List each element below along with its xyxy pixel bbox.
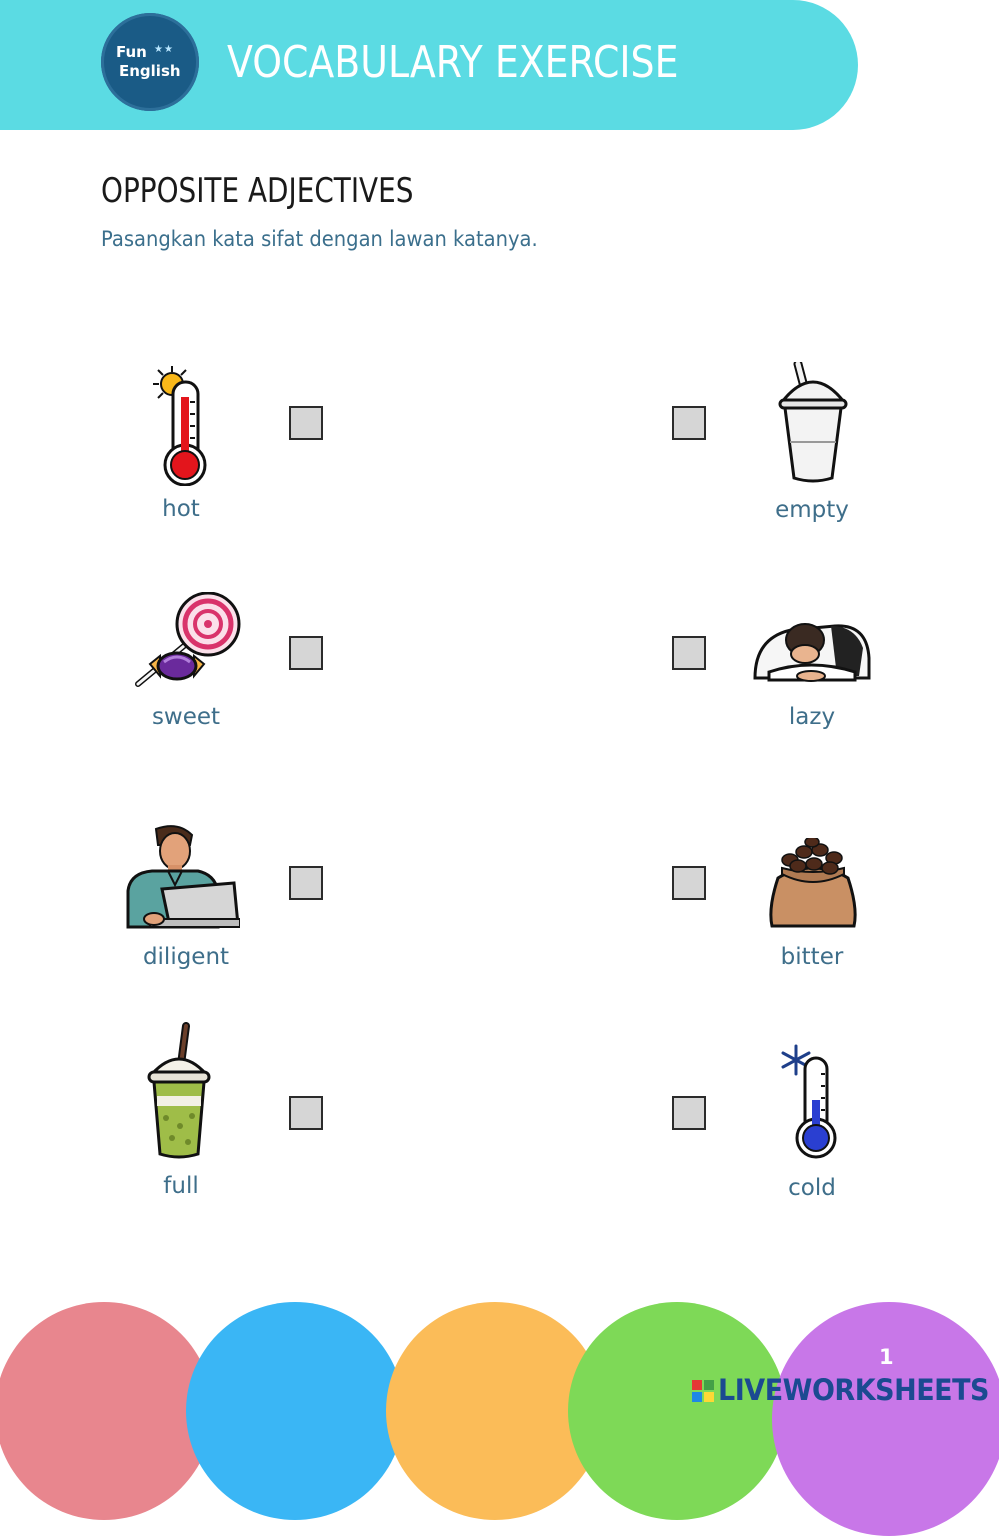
sleeping-man-icon — [751, 618, 873, 684]
word-full: full — [163, 1173, 199, 1199]
full-drink-icon — [146, 1022, 212, 1162]
liveworksheets-brand[interactable]: LIVEWORKSHEETS — [718, 1373, 990, 1407]
footer-circle-pink — [0, 1302, 213, 1520]
section-title: OPPOSITE ADJECTIVES — [101, 171, 414, 211]
footer-circle-green — [568, 1302, 786, 1520]
word-hot: hot — [162, 496, 200, 522]
lollipop-icon — [134, 592, 244, 688]
word-diligent: diligent — [142, 944, 230, 970]
stars-icon: ★★ — [154, 44, 174, 55]
word-cold: cold — [788, 1175, 836, 1201]
match-box-diligent[interactable] — [289, 866, 323, 900]
instruction-text: Pasangkan kata sifat dengan lawan katanya. — [101, 227, 538, 251]
page-number: 1 — [879, 1345, 894, 1369]
cold-thermometer-icon — [780, 1044, 842, 1160]
logo-line1: Fun — [116, 43, 147, 61]
logo-line2: English — [119, 62, 181, 80]
fun-english-logo — [101, 13, 199, 111]
match-box-hot[interactable] — [289, 406, 323, 440]
match-box-sweet[interactable] — [289, 636, 323, 670]
match-box-full[interactable] — [289, 1096, 323, 1130]
footer-circle-blue — [186, 1302, 404, 1520]
word-sweet: sweet — [151, 704, 221, 730]
match-box-cold[interactable] — [672, 1096, 706, 1130]
footer-circle-purple — [772, 1302, 999, 1536]
word-lazy: lazy — [788, 704, 836, 730]
empty-cup-icon — [778, 362, 848, 486]
hot-thermometer-icon — [150, 362, 212, 486]
coffee-sack-icon — [768, 838, 858, 930]
word-empty: empty — [775, 497, 849, 523]
liveworksheets-logo-icon — [692, 1380, 714, 1402]
page-title: VOCABULARY EXERCISE — [227, 37, 679, 88]
match-box-bitter[interactable] — [672, 866, 706, 900]
man-laptop-icon — [122, 823, 240, 929]
word-bitter: bitter — [780, 944, 844, 970]
match-box-empty[interactable] — [672, 406, 706, 440]
match-box-lazy[interactable] — [672, 636, 706, 670]
